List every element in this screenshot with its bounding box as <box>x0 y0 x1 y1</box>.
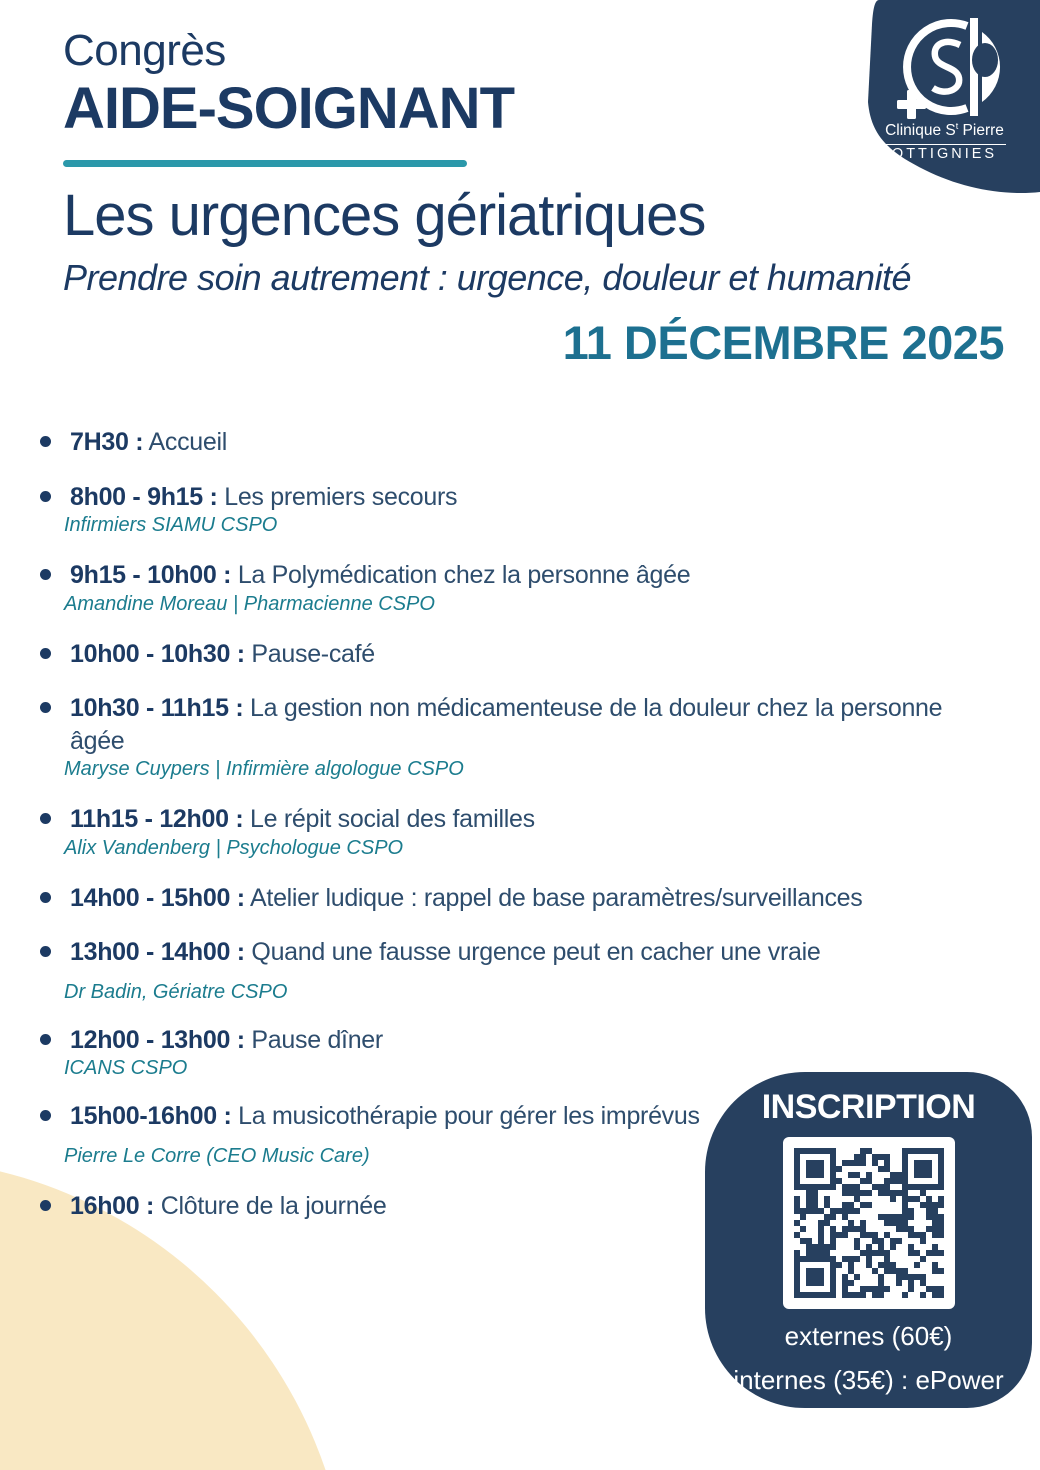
inscription-panel <box>705 1072 1032 1408</box>
schedule-item <box>40 638 995 671</box>
item-speaker: ICANS CSPO <box>64 1057 188 1079</box>
clinic-badge-shape <box>855 0 1040 205</box>
event-subtitle: Prendre soin autrement : urgence, douleur et humanité <box>63 257 912 299</box>
bullet-icon <box>40 882 70 915</box>
bullet-icon <box>40 1190 70 1223</box>
event-title: Les urgences gériatriques <box>63 182 706 248</box>
program-title: AIDE-SOIGNANT <box>63 76 514 142</box>
event-date: 11 DÉCEMBRE 2025 <box>562 316 1004 370</box>
schedule-item <box>40 559 995 616</box>
clinic-name: Clinique $S^t$ Pierre <box>855 121 1034 145</box>
schedule-item <box>40 692 995 781</box>
bullet-icon <box>40 426 70 459</box>
item-title: Le répit social des familles <box>250 805 535 833</box>
item-time: 7H30 : <box>70 428 144 456</box>
item-time: 13h00 - 14h00 : <box>70 938 245 966</box>
item-time: 9h15 - 10h00 : <box>70 561 232 589</box>
item-title: Clôture de la journée <box>160 1191 387 1220</box>
item-title: La gestion non médicamenteuse de la douleur chez la personne âgée <box>70 694 943 755</box>
schedule-item <box>40 803 995 860</box>
teal-divider <box>63 160 467 167</box>
clinic-city: OTTIGNIES <box>891 146 998 162</box>
item-speaker: Alix Vandenberg | Psychologue CSPO <box>64 836 404 859</box>
item-speaker: Infirmiers SIAMU CSPO <box>64 514 278 536</box>
inscription-title: INSCRIPTION <box>761 1088 976 1126</box>
qr-code-pattern <box>794 1148 944 1298</box>
schedule-item <box>40 936 995 1004</box>
item-title: La Polymédication chez la personne âgée <box>237 561 691 589</box>
item-time: 14h00 - 15h00 : <box>70 883 245 912</box>
item-time: 16h00 : <box>70 1191 155 1220</box>
item-time: 15h00-16h00 : <box>70 1102 232 1130</box>
schedule-item <box>40 882 995 915</box>
item-time: 12h00 - 13h00 : <box>70 1025 245 1054</box>
item-title: Pause dîner <box>251 1025 383 1054</box>
item-title: Les premiers secours <box>224 482 458 511</box>
internes-price: internes (35€) : ePower <box>733 1364 1004 1395</box>
item-title: Quand une fausse urgence peut en cacher une vraie <box>251 938 821 966</box>
item-title: La musicothérapie pour gérer les imprévus <box>238 1102 700 1130</box>
item-title: Atelier ludique : rappel de base paramètres/surveillances <box>250 883 863 912</box>
externes-price: externes (60€) <box>784 1321 953 1351</box>
schedule-item <box>40 481 995 538</box>
item-time: 10h30 - 11h15 : <box>70 694 244 722</box>
schedule-item <box>40 426 995 459</box>
item-speaker: Maryse Cuypers | Infirmière algologue CSPO <box>64 758 464 780</box>
qr-code <box>783 1137 955 1309</box>
congress-kicker: Congrès <box>63 26 226 75</box>
item-speaker: Amandine Moreau | Pharmacienne CSPO <box>64 592 435 615</box>
item-time: 8h00 - 9h15 : <box>70 482 218 511</box>
item-speaker: Pierre Le Corre (CEO Music Care) <box>64 1144 370 1167</box>
item-title: Pause-café <box>251 639 375 668</box>
bullet-icon <box>40 638 70 671</box>
clinic-logo-badge <box>855 0 1040 205</box>
item-title: Accueil <box>148 428 228 456</box>
item-time: 11h15 - 12h00 : <box>70 805 244 833</box>
item-time: 10h00 - 10h30 : <box>70 639 245 668</box>
item-speaker: Dr Badin, Gériatre CSPO <box>64 980 288 1003</box>
